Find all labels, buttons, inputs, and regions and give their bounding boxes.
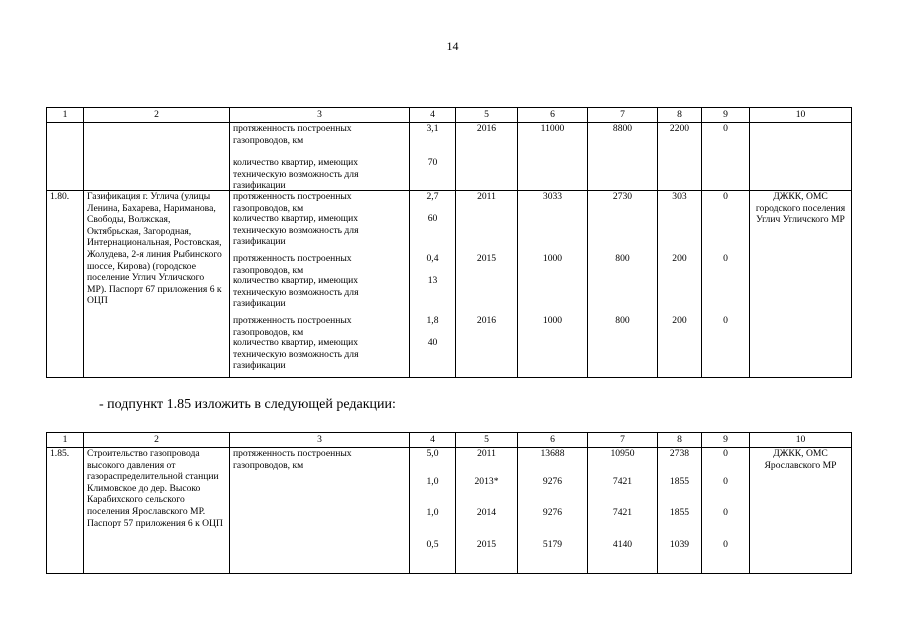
indicator-text: количество квартир, имеющих техническую возможность для газификации — [233, 337, 359, 372]
total-text: 13688 — [540, 448, 565, 459]
cell-total — [518, 448, 588, 574]
cell-funding — [658, 191, 702, 378]
funding-text: 10950 — [610, 448, 635, 459]
header-cell: 5 — [456, 108, 518, 123]
cell-executor: ДЖКК, ОМС городского поселения Углич Угличского МР — [750, 191, 852, 378]
year-text: 2011 — [477, 191, 496, 202]
header-cell: 7 — [588, 108, 658, 123]
table-1-85 — [46, 432, 852, 574]
header-cell: 1 — [47, 108, 84, 123]
cell-executor: ДЖКК, ОМС Ярославского МР — [750, 448, 852, 574]
value-text: 1,8 — [426, 315, 439, 326]
funding-text: 0 — [723, 476, 728, 487]
cell-year — [456, 448, 518, 574]
funding-text: 2730 — [612, 191, 633, 202]
total-text: 1000 — [542, 315, 563, 326]
total-text: 1000 — [542, 253, 563, 264]
total-text: 5179 — [542, 539, 563, 550]
cell-funding — [702, 191, 750, 378]
funding-text: 7421 — [612, 507, 633, 518]
funding-text: 0 — [723, 539, 728, 550]
header-cell: 6 — [518, 108, 588, 123]
cell-value — [410, 123, 456, 191]
header-cell: 9 — [702, 433, 750, 448]
header-cell: 5 — [456, 433, 518, 448]
cell-num — [47, 123, 84, 191]
funding-text: 1039 — [669, 539, 690, 550]
indicator-text: протяженность построенных газопроводов, км — [233, 191, 352, 214]
table-continuation — [46, 107, 852, 378]
cell-funding — [588, 448, 658, 574]
header-row — [47, 108, 852, 123]
header-cell: 3 — [230, 108, 410, 123]
cell-name — [84, 123, 230, 191]
cell-executor — [750, 123, 852, 191]
total-text: 9276 — [542, 507, 563, 518]
header-cell: 2 — [84, 433, 230, 448]
funding-text: 0 — [723, 253, 728, 264]
cell-value — [410, 191, 456, 378]
value-text: 1,0 — [426, 507, 439, 518]
value-text: 5,0 — [426, 448, 439, 459]
cell-funding: 8800 — [588, 123, 658, 191]
funding-text: 800 — [615, 315, 630, 326]
header-cell: 9 — [702, 108, 750, 123]
value-text: 0,5 — [426, 539, 439, 550]
cell-num: 1.85. — [47, 448, 84, 574]
header-cell: 4 — [410, 433, 456, 448]
header-cell: 1 — [47, 433, 84, 448]
cell-indicators — [230, 191, 410, 378]
funding-text: 1855 — [669, 507, 690, 518]
year-text: 2011 — [477, 448, 496, 459]
funding-text: 0 — [723, 191, 728, 202]
indicator-text: количество квартир, имеющих техническую возможность для газификации — [233, 213, 359, 248]
indicator-text: количество квартир, имеющих техническую возможность для газификации — [233, 275, 359, 310]
cell-indicators — [230, 123, 410, 191]
funding-text: 4140 — [612, 539, 633, 550]
year-text: 2016 — [476, 315, 497, 326]
header-cell: 10 — [750, 433, 852, 448]
header-cell: 7 — [588, 433, 658, 448]
cell-year — [456, 191, 518, 378]
table-row-1-85 — [47, 448, 852, 574]
funding-text: 2738 — [669, 448, 690, 459]
header-cell: 4 — [410, 108, 456, 123]
header-cell: 10 — [750, 108, 852, 123]
cell-name: Газификация г. Углича (улицы Ленина, Бахарева, Нариманова, Свободы, Волжская, Октябрьская, Загородная, Интернациональная, Ростовская, Жолудева, 2-я линия Рыбинского шоссе, Кирова) (городское поселение Углич Угличского МР). Паспорт 67 приложения 6 к ОЦП — [84, 191, 230, 378]
funding-text: 303 — [672, 191, 687, 202]
indicator-text: протяженность построенных газопроводов, км — [233, 315, 352, 338]
page-number: 14 — [446, 39, 459, 53]
amendment-note: - подпункт 1.85 изложить в следующей редакции: — [99, 397, 396, 412]
indicator-text: количество квартир, имеющих техническую возможность для газификации — [233, 157, 359, 191]
cell-total — [518, 191, 588, 378]
cell-name: Строительство газопровода высокого давления от газораспределительной станции Климовское до дер. Высоко Карабихского сельского поселения Ярославского МР. Паспорт 57 приложения 6 к ОЦП — [84, 448, 230, 574]
funding-text: 200 — [672, 253, 687, 264]
cell-value — [410, 448, 456, 574]
total-text: 9276 — [542, 476, 563, 487]
value-text: 3,1 — [426, 123, 439, 134]
funding-text: 200 — [672, 315, 687, 326]
value-text: 60 — [427, 213, 438, 224]
value-text: 0,4 — [426, 253, 439, 264]
cell-funding — [658, 448, 702, 574]
year-text: 2015 — [476, 253, 497, 264]
year-text: 2014 — [476, 507, 497, 518]
funding-text: 7421 — [612, 476, 633, 487]
value-text: 70 — [427, 157, 438, 168]
value-text: 1,0 — [426, 476, 439, 487]
cell-funding: 2200 — [658, 123, 702, 191]
cell-year: 2016 — [456, 123, 518, 191]
header-cell: 3 — [230, 433, 410, 448]
header-cell: 8 — [658, 108, 702, 123]
funding-text: 0 — [723, 507, 728, 518]
value-text: 40 — [427, 337, 438, 348]
value-text: 13 — [427, 275, 438, 286]
funding-text: 0 — [723, 448, 728, 459]
funding-text: 800 — [615, 253, 630, 264]
header-cell: 6 — [518, 433, 588, 448]
header-row — [47, 433, 852, 448]
cell-funding — [702, 448, 750, 574]
table-row-1-80 — [47, 191, 852, 378]
cell-num: 1.80. — [47, 191, 84, 378]
cell-total: 11000 — [518, 123, 588, 191]
indicator-text: протяженность построенных газопроводов, км — [233, 123, 352, 146]
cell-indicators: протяженность построенных газопроводов, км — [230, 448, 410, 574]
indicator-text: протяженность построенных газопроводов, км — [233, 253, 352, 276]
funding-text: 0 — [723, 315, 728, 326]
table-row-continuation — [47, 123, 852, 191]
year-text: 2015 — [476, 539, 497, 550]
cell-funding — [588, 191, 658, 378]
header-cell: 8 — [658, 433, 702, 448]
cell-funding: 0 — [702, 123, 750, 191]
value-text: 2,7 — [426, 191, 439, 202]
year-text: 2013* — [474, 476, 499, 487]
funding-text: 1855 — [669, 476, 690, 487]
header-cell: 2 — [84, 108, 230, 123]
total-text: 3033 — [542, 191, 563, 202]
